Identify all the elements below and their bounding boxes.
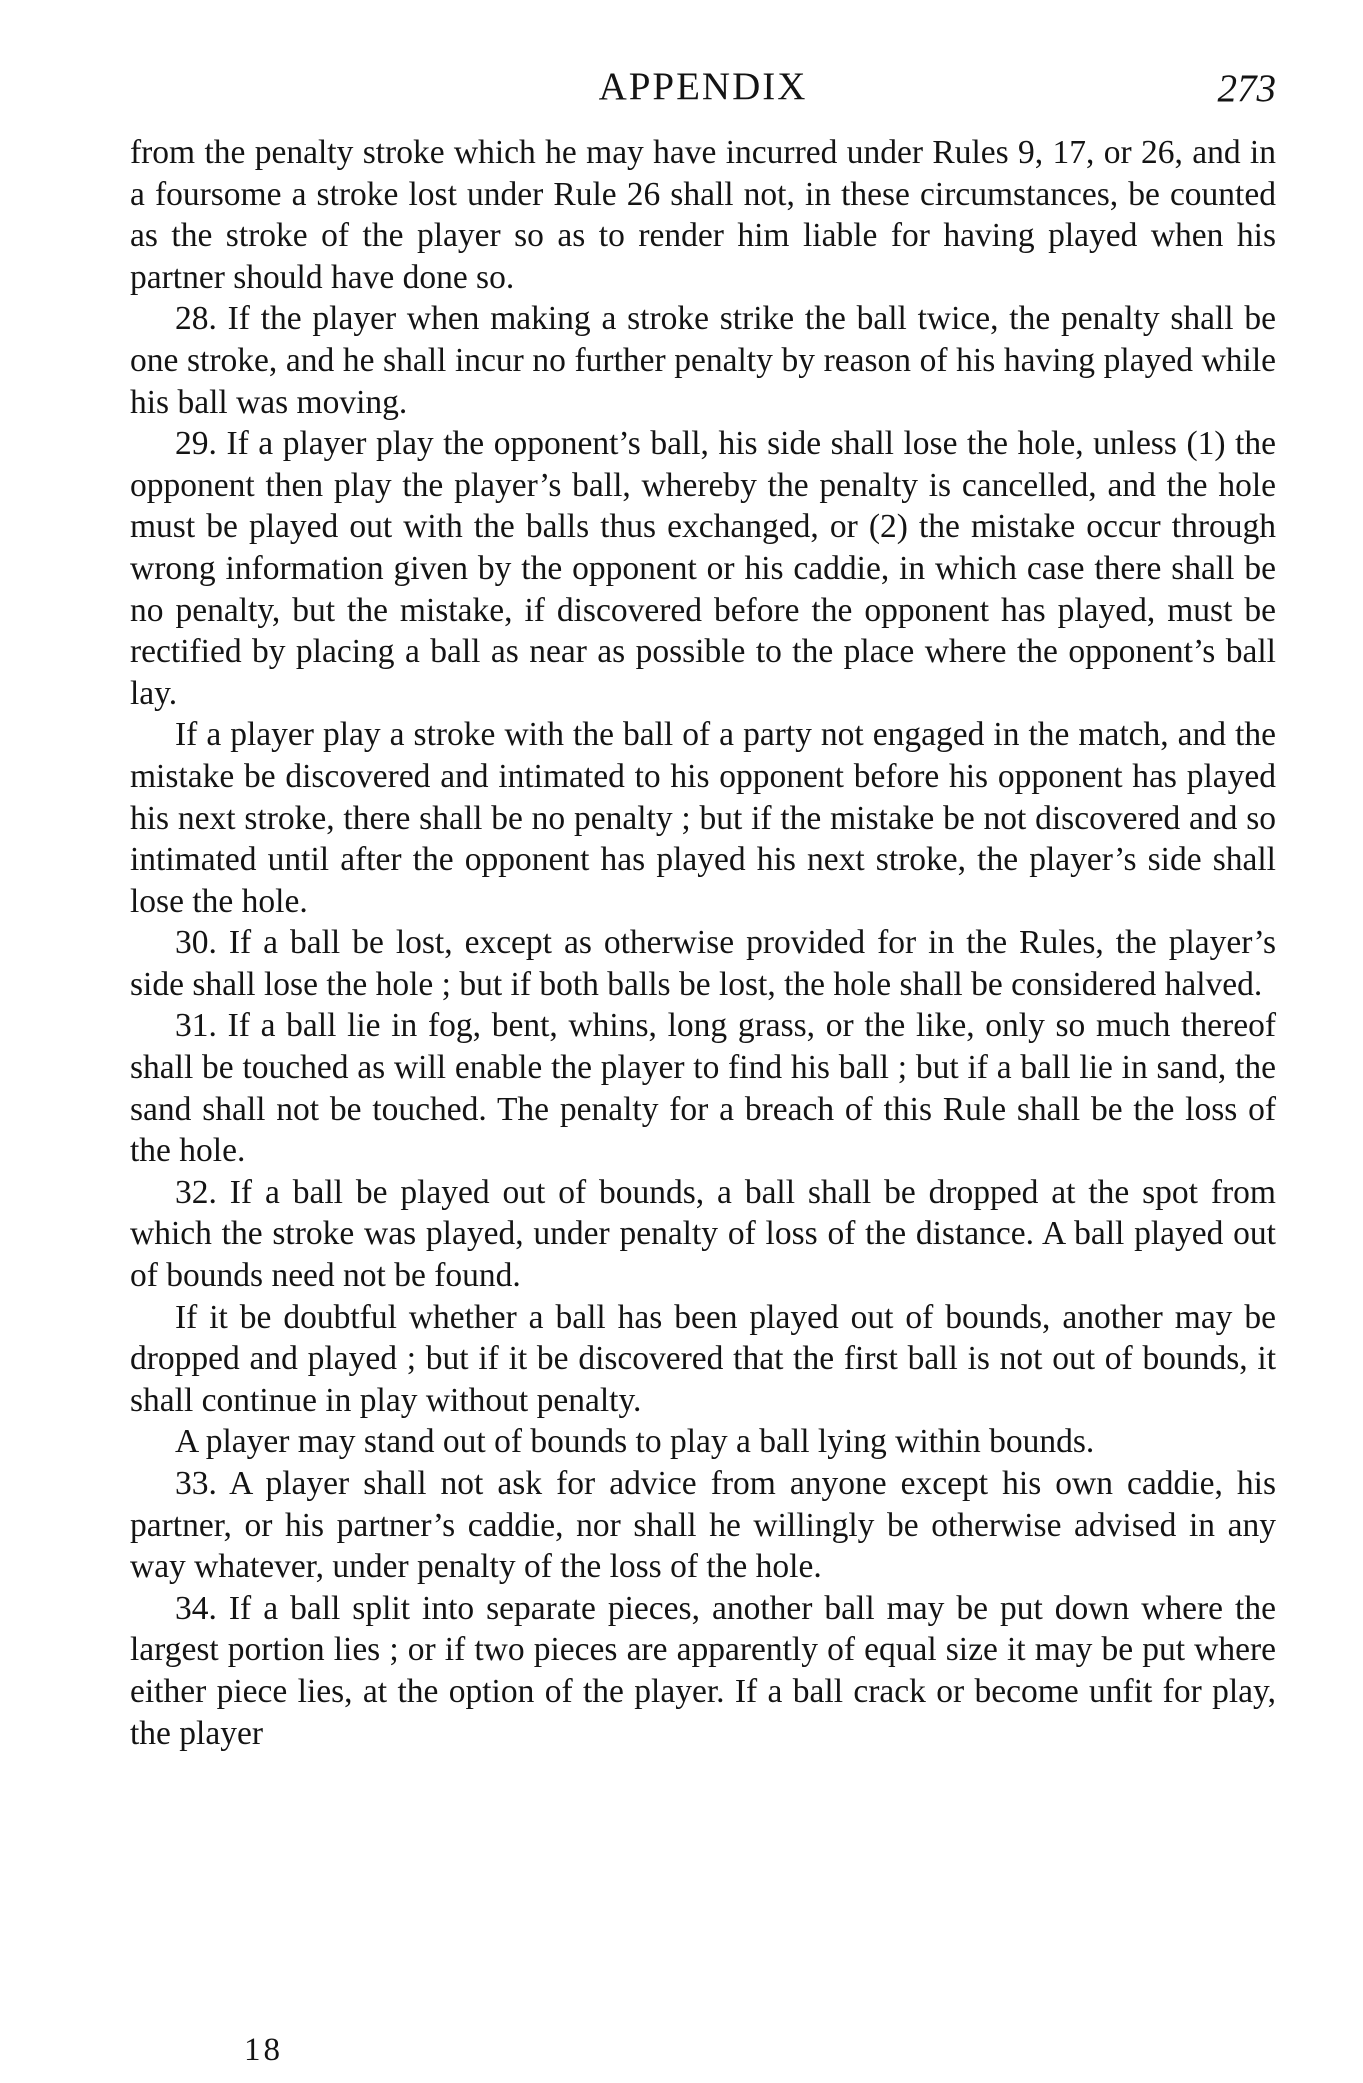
body-text xyxy=(130,132,1276,1754)
paragraph-rule-32-doubtful: If it be doubtful whether a ball has been played out of bounds, another may be dropped and played ; but if it be discovered that the first ball is not out of bounds, it shall continue in play without penalty. xyxy=(130,1298,1276,1419)
page-number: 273 xyxy=(1217,67,1276,110)
paragraph-rule-28: 28. If the player when making a stroke strike the ball twice, the penalty shall be one stroke, and he shall incur no further penalty by reason of his having played while his ball was moving. xyxy=(130,300,1276,421)
paragraph-rule-34: 34. If a ball split into separate pieces, another ball may be put down where the largest portion lies ; or if two pieces are apparently of equal size it may be put where either piece lies, at the option of the player. If a ball crack or become unfit for play, the player xyxy=(130,1589,1276,1752)
running-head xyxy=(130,62,1276,112)
running-title: APPENDIX xyxy=(598,65,808,108)
paragraph-rule-32-stance: A player may stand out of bounds to play a ball lying within bounds. xyxy=(175,1423,1095,1461)
paragraph-rule-29-other-party: If a player play a stroke with the ball of a party not engaged in the match, and the mistake be discovered and intimated to his opponent before his opponent has played his next stroke, there shall be no penalty ; but if the mistake be not discovered and so intimated until after the opponent has played his next stroke, the player’s side shall lose the hole. xyxy=(130,716,1276,920)
printer-signature-mark: 18 xyxy=(244,2032,283,2068)
paragraph-rule-33: 33. A player shall not ask for advice from anyone except his own caddie, his partner, or his partner’s caddie, nor shall he willingly be otherwise advised in any way whatever, under penalty of the loss of the hole. xyxy=(130,1465,1276,1586)
paragraph-rule-32: 32. If a ball be played out of bounds, a ball shall be dropped at the spot from which the stroke was played, under penalty of loss of the distance. A ball played out of bounds need not be found. xyxy=(130,1173,1276,1295)
paragraph-rule-30: 30. If a ball be lost, except as otherwise provided for in the Rules, the player’s side shall lose the hole ; but if both balls be lost, the hole shall be considered halved. xyxy=(130,924,1276,1003)
paragraph-rule-29: 29. If a player play the opponent’s ball, his side shall lose the hole, unless (1) the opponent then play the player’s ball, whereby the penalty is cancelled, and the hole must be played out with the balls thus exchanged, or (2) the mistake occur through wrong information given by the opponent or his caddie, in which case there shall be no penalty, but the mistake, if discovered before the opponent has played, must be rectified by placing a ball as near as possible to the place where the opponent’s ball lay. xyxy=(130,425,1276,712)
paragraph-continuation: from the penalty stroke which he may have incurred under Rules 9, 17, or 26, and in a foursome a stroke lost under Rule 26 shall not, in these circumstances, be counted as the stroke of the player so as to render him liable for having played when his partner should have done so. xyxy=(130,134,1276,296)
paragraph-rule-31: 31. If a ball lie in fog, bent, whins, long grass, or the like, only so much thereof shall be touched as will enable the player to find his ball ; but if a ball lie in sand, the sand shall not be touched. The penalty for a breach of this Rule shall be the loss of the hole. xyxy=(130,1007,1276,1170)
